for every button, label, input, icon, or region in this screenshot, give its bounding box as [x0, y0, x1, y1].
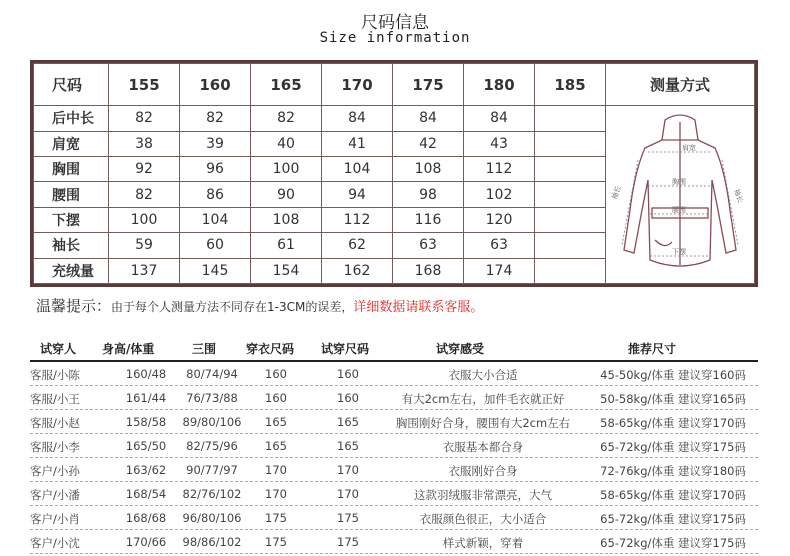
trial-cell: 有大2cm左右，加件毛衣就正好	[401, 392, 565, 406]
trial-row	[30, 458, 758, 482]
trial-cell: 160/48	[125, 367, 167, 381]
size-cell: 84	[393, 106, 464, 131]
size-cell: 39	[180, 131, 251, 156]
trial-cell: 65-72kg/体重 建议穿175码	[600, 536, 746, 550]
size-header: 165	[251, 64, 322, 106]
size-cell	[535, 106, 606, 131]
size-header: 155	[109, 64, 180, 106]
trial-cell: 58-65kg/体重 建议穿170码	[600, 416, 746, 430]
trial-header: 推荐尺寸	[628, 342, 677, 356]
size-cell: 92	[109, 157, 180, 182]
size-table	[30, 60, 758, 287]
trial-cell: 客户/小沈	[30, 536, 80, 550]
size-cell: 82	[109, 106, 180, 131]
size-cell: 84	[464, 106, 535, 131]
tip-label: 温馨提示：	[36, 297, 112, 315]
size-cell	[535, 233, 606, 258]
trial-cell: 175	[265, 511, 287, 525]
trial-row	[30, 530, 758, 554]
size-row-label: 袖长	[34, 233, 109, 258]
trial-cell: 50-58kg/体重 建议穿165码	[600, 392, 746, 406]
trial-cell: 这款羽绒服非常漂亮，大气	[414, 488, 552, 502]
size-cell: 112	[322, 207, 393, 232]
size-cell: 43	[464, 131, 535, 156]
trial-cell: 161/44	[125, 391, 167, 405]
trial-cell: 样式新颖，穿着	[442, 536, 524, 550]
size-cell: 137	[109, 258, 180, 283]
size-cell: 38	[109, 131, 180, 156]
size-cell: 112	[464, 157, 535, 182]
size-cell: 145	[180, 258, 251, 283]
trial-cell: 163/62	[125, 463, 167, 477]
trial-row	[30, 386, 758, 410]
size-row-label: 腰围	[34, 182, 109, 207]
measurement-diagram	[606, 106, 755, 284]
trial-cell: 82/76/102	[182, 487, 242, 501]
trial-cell: 客服/小陈	[30, 368, 80, 382]
size-cell: 59	[109, 233, 180, 258]
size-cell: 100	[109, 207, 180, 232]
trial-row	[30, 434, 758, 458]
trial-cell: 客服/小王	[30, 392, 80, 406]
trial-cell: 175	[337, 535, 359, 549]
trial-cell: 170	[337, 487, 359, 501]
trial-cell: 82/75/96	[186, 439, 238, 453]
size-cell	[535, 258, 606, 283]
trial-header: 穿衣尺码	[246, 342, 295, 356]
size-cell: 102	[464, 182, 535, 207]
size-cell: 108	[393, 157, 464, 182]
size-cell: 94	[322, 182, 393, 207]
size-cell: 63	[393, 233, 464, 258]
trial-header-row	[30, 338, 758, 362]
trial-cell: 96/80/106	[182, 511, 242, 525]
trial-header: 试穿人	[40, 342, 77, 356]
diagram-label: 下摆	[672, 248, 686, 257]
trial-cell: 衣服刚好合身	[448, 464, 518, 478]
trial-cell: 80/74/94	[186, 367, 238, 381]
trial-header: 三围	[192, 342, 217, 356]
size-cell	[535, 182, 606, 207]
size-cell: 100	[251, 157, 322, 182]
trial-cell: 衣服大小合适	[448, 368, 518, 382]
size-cell	[535, 131, 606, 156]
tip-text: 由于每个人测量方法不同存在1-3CM的误差，	[111, 300, 354, 314]
size-cell: 41	[322, 131, 393, 156]
size-cell: 108	[251, 207, 322, 232]
size-cell: 98	[393, 182, 464, 207]
size-cell: 40	[251, 131, 322, 156]
size-cell: 82	[251, 106, 322, 131]
size-cell: 162	[322, 258, 393, 283]
trial-cell: 89/80/106	[182, 415, 242, 429]
size-header: 170	[322, 64, 393, 106]
trial-cell: 175	[337, 511, 359, 525]
size-row-label: 下摆	[34, 207, 109, 232]
trial-cell: 客服/小李	[30, 440, 80, 454]
trial-cell: 客户/小潘	[30, 488, 80, 502]
size-row-label: 后中长	[34, 106, 109, 131]
size-cell: 42	[393, 131, 464, 156]
trial-cell: 168/54	[125, 487, 167, 501]
size-header-row	[34, 64, 755, 106]
trial-cell: 165	[337, 439, 359, 453]
size-cell: 84	[322, 106, 393, 131]
trial-row	[30, 506, 758, 530]
size-corner-label: 尺码	[34, 64, 109, 106]
trial-cell: 170	[265, 463, 287, 477]
size-cell: 82	[180, 106, 251, 131]
size-cell: 82	[109, 182, 180, 207]
trial-cell: 175	[265, 535, 287, 549]
diagram-label: 肩宽	[682, 144, 696, 153]
size-row-label: 充绒量	[34, 258, 109, 283]
size-cell: 63	[464, 233, 535, 258]
size-cell: 154	[251, 258, 322, 283]
page-subtitle: Size information	[319, 30, 471, 46]
size-row-label: 肩宽	[34, 131, 109, 156]
size-row	[34, 106, 755, 131]
size-row-label: 胸围	[34, 157, 109, 182]
trial-cell: 客户/小肖	[30, 512, 80, 526]
size-cell: 86	[180, 182, 251, 207]
trial-cell: 160	[337, 367, 359, 381]
trial-cell: 衣服基本都合身	[442, 440, 524, 454]
diagram-label: 腰围	[672, 206, 686, 215]
size-header: 160	[180, 64, 251, 106]
trial-row	[30, 362, 758, 386]
trial-header: 身高/体重	[102, 342, 155, 356]
size-header: 180	[464, 64, 535, 106]
trial-cell: 160	[265, 367, 287, 381]
size-cell: 174	[464, 258, 535, 283]
trial-cell: 58-65kg/体重 建议穿170码	[600, 488, 746, 502]
measure-method-title: 测量方式	[606, 64, 755, 106]
trial-cell: 165	[265, 439, 287, 453]
size-cell: 120	[464, 207, 535, 232]
page-title: 尺码信息	[361, 13, 429, 33]
trial-cell: 98/86/102	[182, 535, 242, 549]
trial-cell: 170	[337, 463, 359, 477]
diagram-label: 袖长	[610, 184, 623, 201]
size-cell: 168	[393, 258, 464, 283]
trial-cell: 168/68	[125, 511, 167, 525]
trial-header: 试穿感受	[436, 342, 485, 356]
trial-cell: 165/50	[125, 439, 167, 453]
size-cell: 90	[251, 182, 322, 207]
size-cell: 104	[322, 157, 393, 182]
jacket-sketch-icon	[610, 110, 750, 275]
trial-cell: 160	[337, 391, 359, 405]
trial-cell: 72-76kg/体重 建议穿180码	[600, 464, 746, 478]
size-cell: 96	[180, 157, 251, 182]
trial-cell: 65-72kg/体重 建议穿175码	[600, 440, 746, 454]
diagram-label: 袖长	[732, 188, 745, 204]
trial-table	[30, 338, 758, 554]
trial-cell: 65-72kg/体重 建议穿175码	[600, 512, 746, 526]
trial-row	[30, 410, 758, 434]
size-cell: 60	[180, 233, 251, 258]
trial-cell: 170	[265, 487, 287, 501]
size-header: 175	[393, 64, 464, 106]
diagram-label: 胸围	[672, 178, 686, 187]
trial-cell: 160	[265, 391, 287, 405]
trial-cell: 165	[265, 415, 287, 429]
trial-cell: 衣服颜色很正，大小适合	[419, 512, 547, 526]
size-cell	[535, 207, 606, 232]
trial-cell: 170/66	[125, 535, 167, 549]
trial-cell: 客服/小赵	[30, 416, 80, 430]
trial-row	[30, 482, 758, 506]
trial-cell: 胸围刚好合身，腰围有大2cm左右	[395, 416, 571, 430]
trial-cell: 158/58	[125, 415, 167, 429]
warm-tip	[36, 295, 483, 316]
trial-cell: 90/77/97	[186, 463, 238, 477]
size-cell: 62	[322, 233, 393, 258]
tip-highlight: 详细数据请联系客服。	[353, 300, 484, 315]
trial-cell: 165	[337, 415, 359, 429]
size-cell: 104	[180, 207, 251, 232]
size-cell	[535, 157, 606, 182]
trial-cell: 76/73/88	[186, 391, 238, 405]
trial-cell: 45-50kg/体重 建议穿160码	[600, 368, 746, 382]
size-cell: 61	[251, 233, 322, 258]
trial-header: 试穿尺码	[321, 342, 370, 356]
trial-cell: 客户/小孙	[30, 464, 80, 478]
size-header: 185	[535, 64, 606, 106]
size-cell: 116	[393, 207, 464, 232]
